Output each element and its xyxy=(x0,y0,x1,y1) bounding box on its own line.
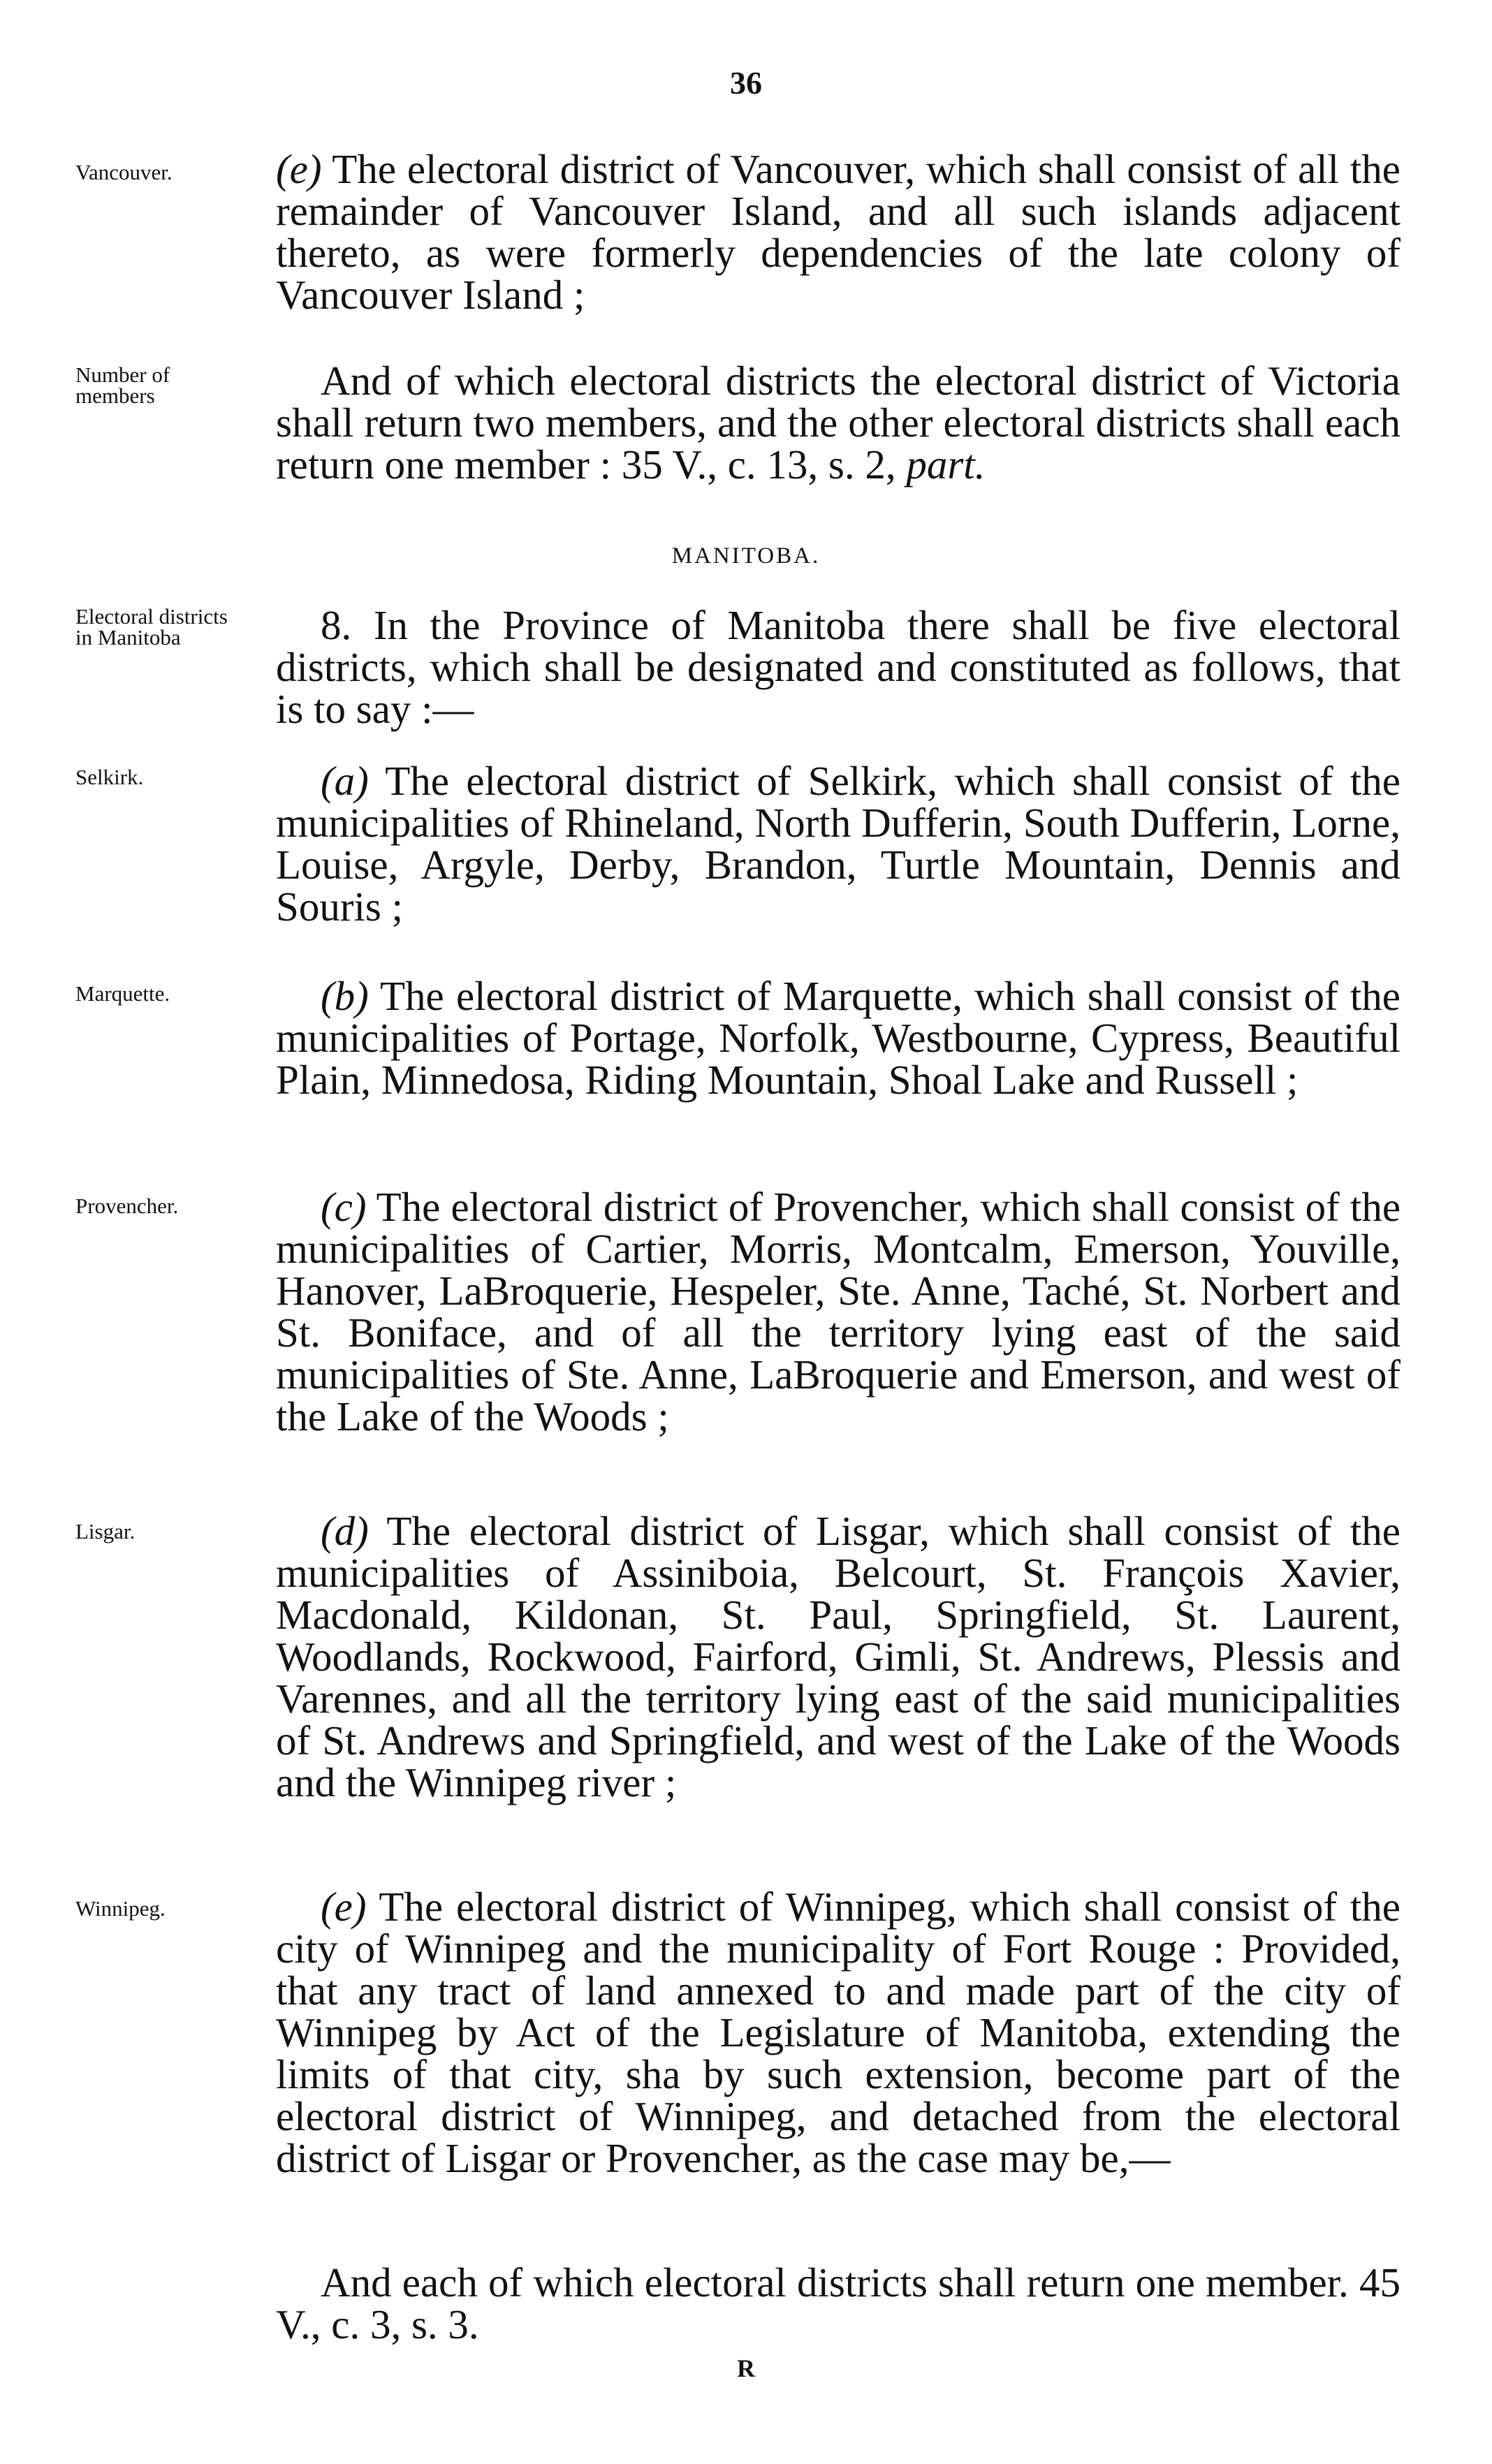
paragraph-text: The electoral district of Lisgar, which shall consist of the municipalities of Assiniboia, Belcourt, St. François Xavier, Macdonald, Kildonan, St. Paul, Springfield, St. Laurent, Woodlands, Rockwood, Fairford, Gimli, St. Andrews, Plessis and Varennes, and all the territory lying east of the said municipalities of St. Andrews and Springfield, and west of the Lake of the Woods and the Winnipeg river ; xyxy=(276,1508,1400,1805)
paragraph-provencher xyxy=(276,1186,1400,1437)
clause-marker: (b) xyxy=(321,973,369,1019)
paragraph-text: The electoral district of Selkirk, which shall consist of the municipalities of Rhineland, North Dufferin, South Dufferin, Lorne, Louise, Argyle, Derby, Brandon, Turtle Mountain, Dennis and Souris ; xyxy=(276,758,1400,930)
clause-marker: (a) xyxy=(321,758,369,804)
clause-marker: (e) xyxy=(276,146,322,192)
margin-note-lisgar: Lisgar. xyxy=(75,1519,136,1543)
margin-note-vancouver: Vancouver. xyxy=(75,160,173,184)
paragraph-section-8: 8. In the Province of Manitoba there shall be five electoral districts, which shall be designated and constituted as follows, that is to say :— xyxy=(276,602,1400,732)
clause-marker: (c) xyxy=(321,1184,367,1230)
paragraph-text: The electoral district of Vancouver, which shall consist of all the remainder of Vancouver Island, and all such islands adjacent thereto, as were formerly dependencies of the late colony of Vancouver Island ; xyxy=(276,146,1400,318)
paragraph-vancouver xyxy=(276,148,1400,316)
paragraph-text: The electoral district of Winnipeg, which shall consist of the city of Winnipeg and the municipality of Fort Rouge : Provided, that any tract of land annexed to and made part of the city of Winnipeg by Act of the Legislature of Manitoba, extending the limits of that city, sha by such extension, become part of the electoral district of Winnipeg, and detached from the electoral district of Lisgar or Provencher, as the case may be,— xyxy=(276,1884,1400,2181)
paragraph-marquette xyxy=(276,975,1400,1101)
paragraph-selkirk xyxy=(276,758,1400,930)
margin-note-marquette: Marquette. xyxy=(75,981,170,1006)
paragraph-members xyxy=(276,360,1400,485)
margin-note-winnipeg: Winnipeg. xyxy=(75,1896,166,1921)
signature-mark: R xyxy=(737,2354,755,2382)
clause-marker: (d) xyxy=(321,1508,369,1554)
margin-note-electoral-districts-manitoba: Electoral districts in Manitoba xyxy=(75,604,228,650)
paragraph-text: The electoral district of Marquette, which shall consist of the municipalities of Portage, Norfolk, Westbourne, Cypress, Beautiful Plain, Minnedosa, Riding Mountain, Shoal Lake and Russell ; xyxy=(276,973,1400,1103)
paragraph-winnipeg xyxy=(276,1886,1400,2179)
paragraph-closing: And each of which electoral districts shall return one member. 45 V., c. 3, s. 3. xyxy=(276,2259,1400,2347)
page-number: 36 xyxy=(730,65,762,101)
clause-marker: (e) xyxy=(321,1884,367,1930)
margin-note-selkirk: Selkirk. xyxy=(75,765,144,789)
section-heading: MANITOBA. xyxy=(671,543,821,569)
part-note: part. xyxy=(906,441,986,487)
paragraph-lisgar xyxy=(276,1510,1400,1803)
margin-note-number-of-members: Number of members xyxy=(75,362,170,408)
paragraph-text: The electoral district of Provencher, which shall consist of the municipalities of Cartier, Morris, Montcalm, Emerson, Youville, Hanover, LaBroquerie, Hespeler, Ste. Anne, Taché, St. Norbert and St. Boniface, and of all the territory lying east of the said municipalities of Ste. Anne, LaBroquerie and Emerson, and west of the Lake of the Woods ; xyxy=(276,1184,1400,1439)
margin-note-provencher: Provencher. xyxy=(75,1194,179,1218)
paragraph-text: And of which electoral districts the electoral district of Victoria shall return two members, and the other electoral districts shall each return one member : 35 V., c. 13, s. 2, xyxy=(276,358,1400,487)
